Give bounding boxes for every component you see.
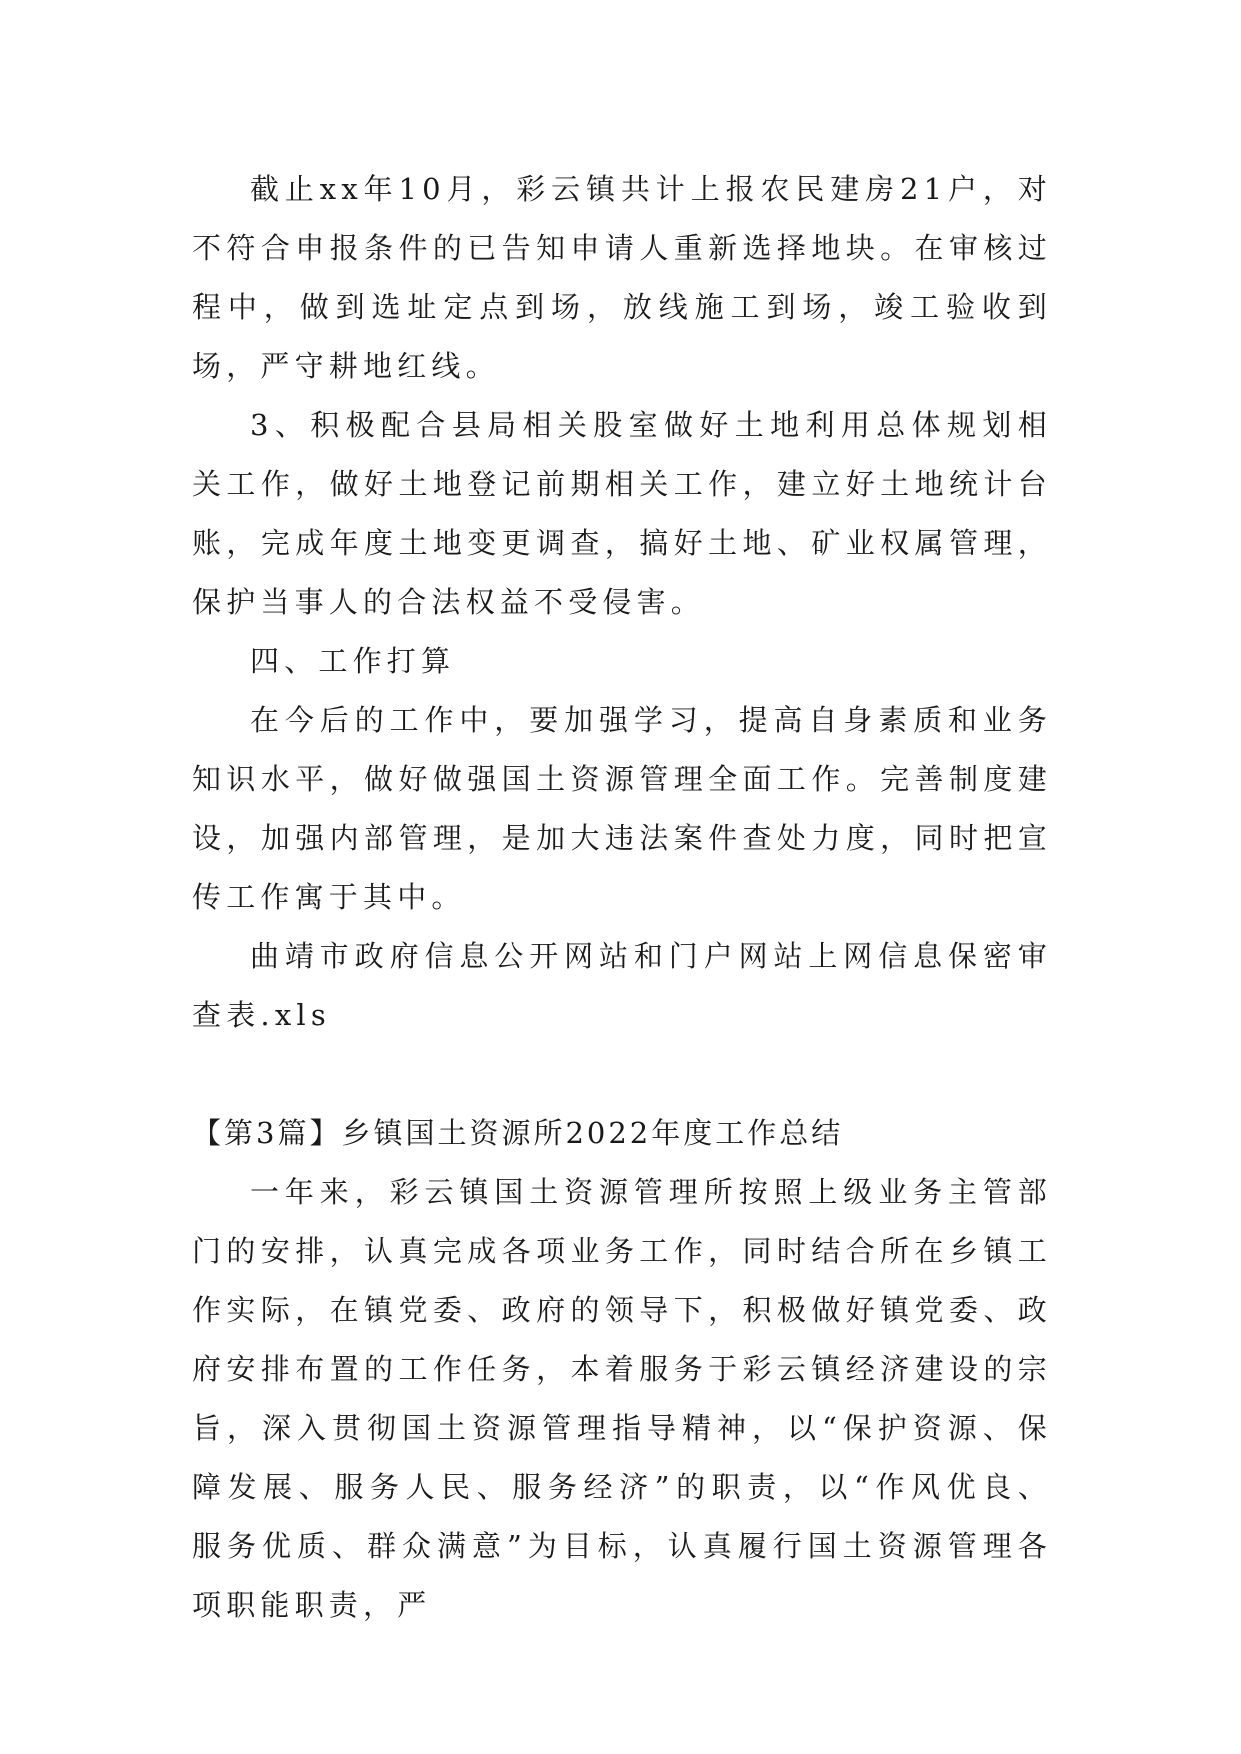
document-body (192, 160, 1052, 1635)
attachment-filename: 曲靖市政府信息公开网站和门户网站上网信息保密审查表.xls (192, 939, 1052, 1032)
blank-line (192, 1045, 1052, 1104)
paragraph-intro: 一年来，彩云镇国土资源管理所按照上级业务主管部门的安排，认真完成各项业务工作，同时结合所在乡镇工作实际，在镇党委、政府的领导下，积极做好镇党委、政府安排布置的工作任务，本着服务于彩云镇经济建设的宗旨，深入贯彻国土资源管理指导精神，以“保护资源、保障发展、服务人民、服务经济”的职责，以“作风优良、服务优质、群众满意”为目标，认真履行国土资源管理各项职能职责，严 (192, 1175, 1052, 1622)
section-title: 【第3篇】乡镇国土资源所2022年度工作总结 (192, 1116, 844, 1150)
paragraph-land-planning: 3、积极配合县局相关股室做好土地利用总体规划相关工作，做好土地登记前期相关工作，建立好土地统计台账，完成年度土地变更调查，搞好土地、矿业权属管理，保护当事人的合法权益不受侵害。 (192, 408, 1052, 619)
paragraph-future-work: 在今后的工作中，要加强学习，提高自身素质和业务知识水平，做好做强国土资源管理全面工作。完善制度建设，加强内部管理，是加大违法案件查处力度，同时把宣传工作寓于其中。 (192, 703, 1052, 914)
heading-work-plan: 四、工作打算 (250, 644, 456, 678)
paragraph-farmer-housing: 截止xx年10月，彩云镇共计上报农民建房21户，对不符合申报条件的已告知申请人重新选择地块。在审核过程中，做到选址定点到场，放线施工到场，竣工验收到场，严守耕地红线。 (192, 172, 1052, 383)
